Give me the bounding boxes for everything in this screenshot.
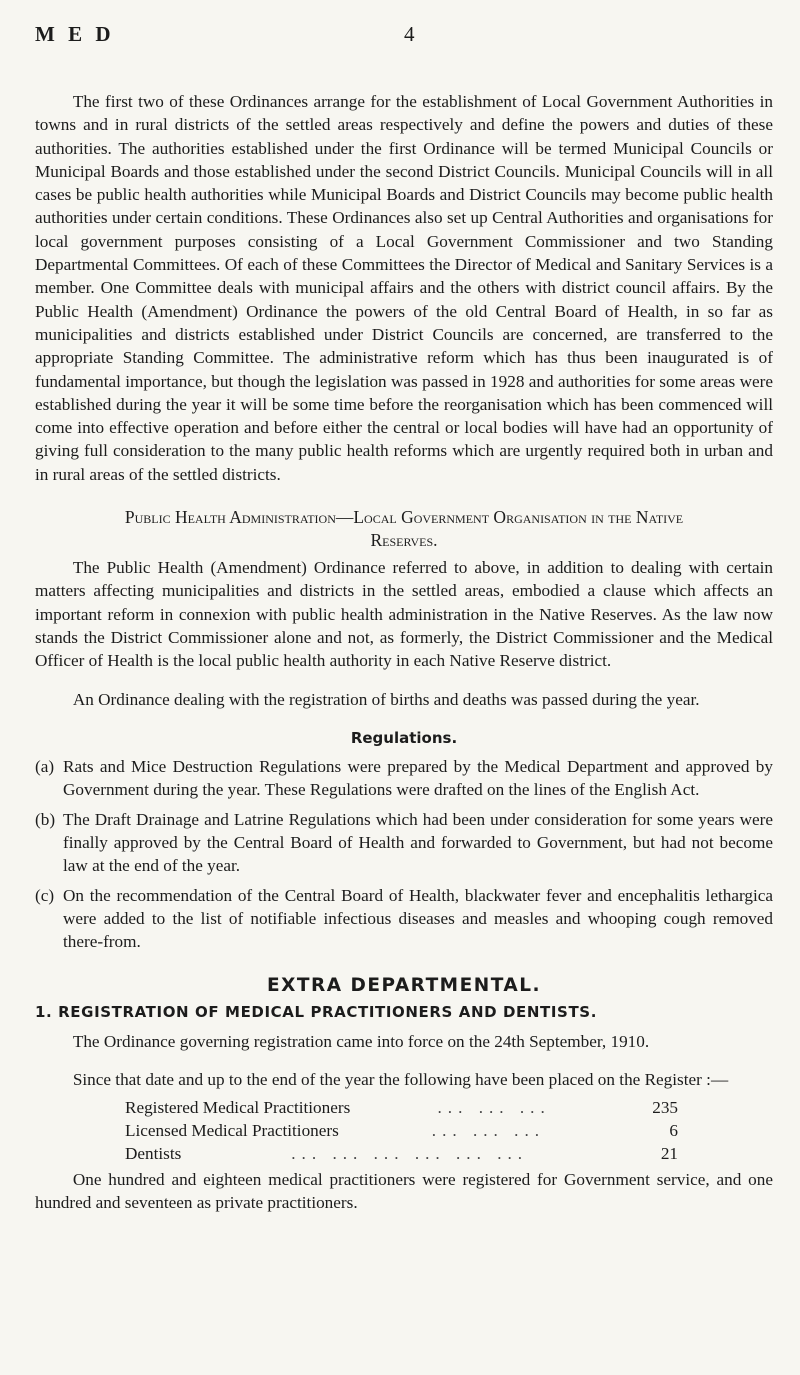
register-row [125, 1142, 678, 1165]
register-leader-dots: ... ... ... [431, 1120, 546, 1140]
register-count: 21 [660, 1144, 678, 1164]
regulation-item [35, 755, 773, 802]
regulations-list [35, 755, 773, 953]
regulation-letter: (a) [35, 757, 55, 777]
paragraph-registration-ordinance: The Ordinance governing registration came into force on the 24th September, 1910. [72, 1032, 650, 1052]
register-count: 6 [669, 1120, 678, 1140]
page-header [0, 22, 800, 62]
register-label: Registered Medical Practitioners [125, 1097, 351, 1117]
register-count: 235 [652, 1097, 678, 1117]
regulation-item [35, 808, 773, 878]
registration-subheading: 1. REGISTRATION OF MEDICAL PRACTITIONERS AND DENTISTS. [35, 1002, 597, 1021]
regulation-text: Rats and Mice Destruction Regulations were prepared by the Medical Department and approved by Government during the year. These Regulations were drafted on the lines of the English Act. [63, 757, 773, 800]
extra-departmental-heading: EXTRA DEPARTMENTAL. [266, 974, 542, 996]
paragraph-since-that-date: Since that date and up to the end of the year the following have been placed on the Register :— [72, 1070, 729, 1090]
regulation-item [35, 884, 773, 954]
page-number: 4 [404, 22, 415, 46]
register-label: Dentists [125, 1144, 182, 1164]
paragraph-amendment: The Public Health (Amendment) Ordinance referred to above, in addition to dealing with certain matters affecting municipalities and districts in the settled areas, embodied a clause which affects an important reform in connexion with public health administration in the Native Reserves. As the law now stands the District Commissioner alone and not, as formerly, the District Commissioner and the Medical Officer of Health is the local public health authority in each Native Reserve district. [35, 558, 773, 671]
register-label: Licensed Medical Practitioners [125, 1120, 339, 1140]
page-body [35, 90, 773, 1214]
register-row [125, 1119, 678, 1142]
paragraph-practitioners-totals: One hundred and eighteen medical practitioners were registered for Government service, and one hundred and seventeen as private practitioners. [35, 1169, 773, 1212]
section-heading-native-reserves: Public Health Administration—Local Government Organisation in the Native Reserves. [124, 507, 684, 551]
register-leader-dots: ... ... ... [437, 1097, 551, 1117]
paragraph-births-deaths: An Ordinance dealing with the registration of births and deaths was passed during the year. [72, 689, 700, 709]
regulation-text: The Draft Drainage and Latrine Regulations which had been under consideration for some years were finally approved by the Central Board of Health and forwarded to Government, but had not become law at the end of the year. [63, 809, 773, 876]
running-head: M E D [35, 22, 115, 46]
regulation-text: On the recommendation of the Central Board of Health, blackwater fever and encephalitis lethargica were added to the list of notifiable infectious diseases and measles and whooping cough removed there-from. [63, 885, 773, 952]
regulation-letter: (c) [35, 885, 55, 905]
register-leader-dots: ... ... ... ... ... ... [291, 1144, 529, 1164]
register-table [125, 1096, 678, 1166]
paragraph-ordinances: The first two of these Ordinances arrange for the establishment of Local Government Authorities in towns and in rural districts of the settled areas respectively and define the powers and duties of these authorities. The authorities established under the first Ordinance will be termed Municipal Councils or Municipal Boards and those established under the second District Councils. Municipal Councils will in all cases be public health authorities while Municipal Boards and District Councils may become public health authorities under certain conditions. These Ordinances also set up Central Authorities and organisations for local government purposes consisting of a Local Government Commissioner and two Standing Departmental Committees. Of each of these Committees the Director of Medical and Sanitary Services is a member. One Committee deals with municipal affairs and the others with district council affairs. By the Public Health (Amendment) Ordinance the powers of the old Central Board of Health, in so far as municipalities and districts established under District Councils are concerned, are transferred to the appropriate Standing Committee. The administrative reform which has thus been inaugurated is of fundamental importance, but though the legislation was passed in 1928 and authorities for some areas were established during the year it will be some time before the reorganisation which has been commenced will come into effective operation and before either the central or local bodies will have had an opportunity of giving full consideration to the many public health reforms which are urgently required both in urban and in rural areas of the settled districts. [35, 92, 773, 484]
register-row [125, 1096, 678, 1119]
regulations-heading: Regulations. [350, 728, 458, 747]
regulation-letter: (b) [35, 809, 56, 829]
